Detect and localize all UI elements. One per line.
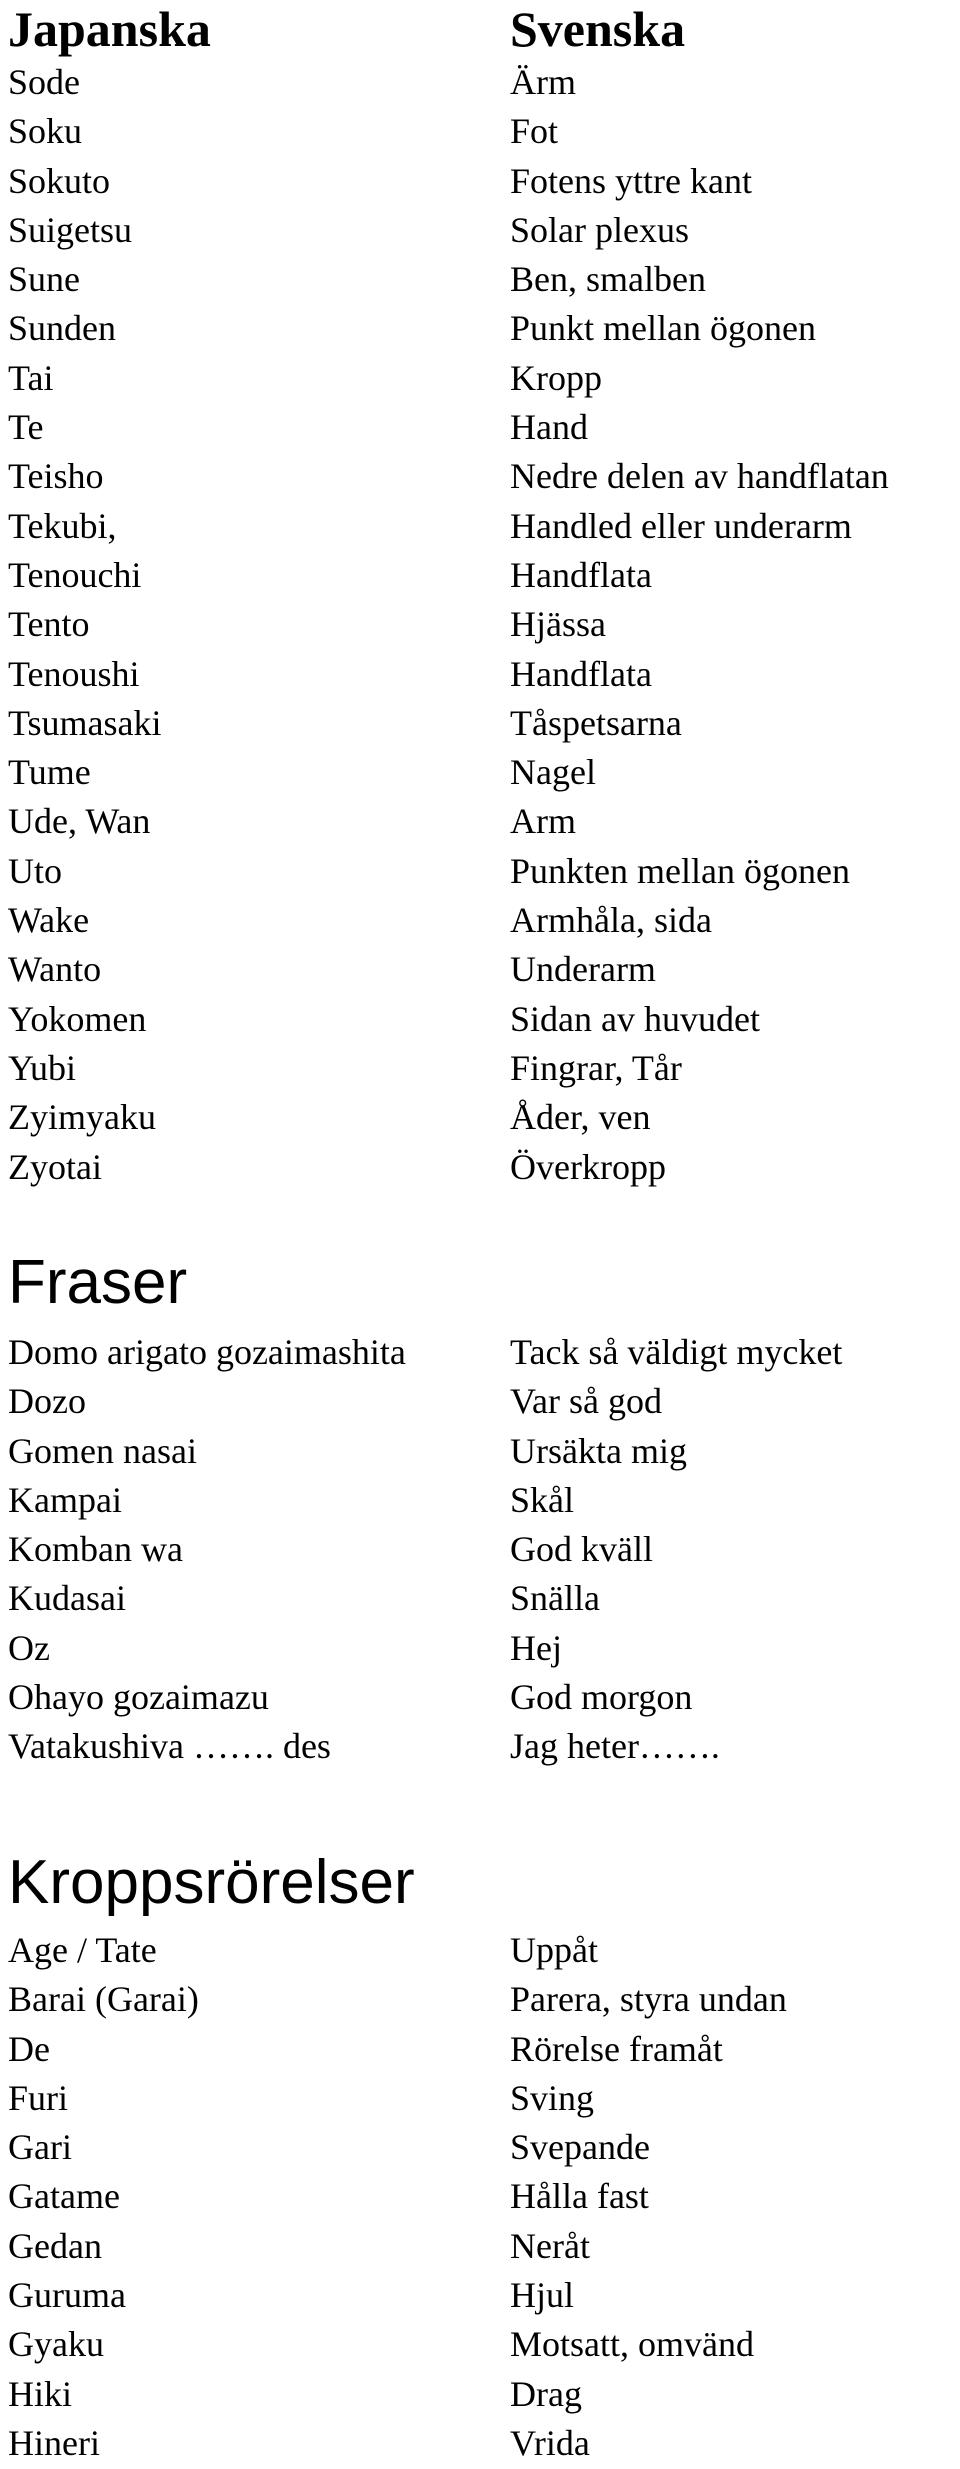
japanese-term: Tenoushi [8,653,140,694]
movement-row [0,2370,960,2419]
movement-row [0,2320,960,2369]
swedish-translation: Kropp [510,357,602,398]
movement-row [0,2172,960,2221]
body-part-row [0,1143,960,1192]
phrases-section [0,1248,960,1772]
japanese-term: Zyimyaku [8,1097,156,1138]
body-part-row [0,107,960,156]
swedish-column-header: Svenska [510,1,686,57]
body-part-row [0,847,960,896]
japanese-term: Sune [8,259,80,300]
column-header-row [0,0,960,58]
body-part-row [0,255,960,304]
swedish-translation: Vrida [510,2422,590,2463]
phrases-list [0,1328,960,1772]
movement-row [0,2419,960,2468]
swedish-translation: Uppåt [510,1930,598,1970]
swedish-translation: Hålla fast [510,2176,649,2217]
body-part-row [0,945,960,994]
swedish-translation: Handled eller underarm [510,505,852,546]
japanese-term: Ohayo gozaimazu [8,1677,269,1718]
phrase-row [0,1624,960,1673]
japanese-term: Hineri [8,2422,100,2463]
japanese-term: Tsumasaki [8,702,162,743]
swedish-translation: Fingrar, Tår [510,1047,682,1088]
swedish-translation: Solar plexus [510,209,689,250]
swedish-translation: Tåspetsarna [510,702,682,743]
japanese-term: Gomen nasai [8,1430,197,1471]
body-part-row [0,1044,960,1093]
movement-row [0,1926,960,1975]
swedish-translation: Underarm [510,949,656,990]
swedish-translation: Nagel [510,752,596,793]
japanese-term: Yubi [8,1047,77,1088]
swedish-translation: Punkten mellan ögonen [510,850,850,891]
japanese-term: Zyotai [8,1146,102,1187]
body-part-row [0,58,960,107]
swedish-translation: Ursäkta mig [510,1430,687,1471]
japanese-term: Oz [8,1627,50,1668]
japanese-term: Sode [8,62,80,102]
movements-title: Kroppsrörelser [8,1848,415,1917]
phrase-row [0,1574,960,1623]
japanese-term: Teisho [8,456,104,497]
japanese-term: Furi [8,2077,69,2118]
swedish-translation: Snälla [510,1578,600,1619]
body-part-row [0,699,960,748]
movement-row [0,2222,960,2271]
swedish-translation: Sidan av huvudet [510,998,760,1039]
japanese-term: Ude, Wan [8,801,151,842]
japanese-term: Guruma [8,2275,126,2316]
swedish-translation: Motsatt, omvänd [510,2324,754,2365]
japanese-term: Gyaku [8,2324,104,2365]
body-part-row [0,650,960,699]
swedish-translation: Fotens yttre kant [510,160,752,201]
japanese-term: Tekubi, [8,505,117,546]
japanese-term: Sunden [8,308,116,349]
body-parts-list [0,58,960,1192]
swedish-translation: Hand [510,407,588,448]
japanese-term: Hiki [8,2373,73,2414]
body-part-row [0,551,960,600]
phrase-row [0,1377,960,1426]
swedish-translation: Handflata [510,653,652,694]
swedish-translation: God kväll [510,1529,653,1570]
japanese-term: Wake [8,900,90,941]
swedish-translation: Sving [510,2077,595,2118]
swedish-translation: Var så god [510,1381,662,1422]
japanese-term: Kudasai [8,1578,126,1619]
swedish-translation: Neråt [510,2225,590,2266]
body-part-row [0,797,960,846]
movement-row [0,2025,960,2074]
body-part-row [0,600,960,649]
body-part-row [0,995,960,1044]
japanese-term: Yokomen [8,998,147,1039]
swedish-translation: Tack så väldigt mycket [510,1332,843,1372]
japanese-term: Kampai [8,1479,122,1520]
swedish-translation: Rörelse framåt [510,2028,723,2069]
swedish-translation: Punkt mellan ögonen [510,308,816,349]
phrase-row [0,1525,960,1574]
japanese-term: De [8,2028,50,2069]
swedish-translation: God morgon [510,1677,693,1718]
swedish-translation: Hjässa [510,604,606,645]
swedish-translation: Åder, ven [510,1097,651,1138]
phrase-row [0,1427,960,1476]
swedish-translation: Svepande [510,2127,650,2168]
swedish-translation: Nedre delen av handflatan [510,456,889,497]
swedish-translation: Jag heter……. [510,1726,720,1767]
japanese-term: Suigetsu [8,209,133,250]
body-part-row [0,1093,960,1142]
movement-row [0,2271,960,2320]
japanese-term: Te [8,407,44,448]
body-parts-section [0,0,960,1192]
japanese-term: Soku [8,111,83,152]
swedish-translation: Handflata [510,554,652,595]
phrase-row [0,1722,960,1771]
swedish-translation: Hjul [510,2275,575,2316]
japanese-term: Komban wa [8,1529,183,1570]
swedish-translation: Ben, smalben [510,259,706,300]
japanese-term: Dozo [8,1381,86,1422]
japanese-term: Gatame [8,2176,120,2217]
japanese-term: Tenouchi [8,554,142,595]
japanese-term: Tume [8,752,91,793]
body-part-row [0,403,960,452]
movement-row [0,2074,960,2123]
japanese-term: Gedan [8,2225,102,2266]
swedish-translation: Skål [510,1479,575,1520]
japanese-column-header: Japanska [8,1,211,57]
swedish-translation: Drag [510,2373,582,2414]
swedish-translation: Arm [510,801,576,842]
movement-row [0,1975,960,2024]
japanese-term: Tento [8,604,90,645]
japanese-term: Tai [8,357,54,398]
phrases-title: Fraser [8,1248,188,1317]
body-part-row [0,452,960,501]
japanese-term: Uto [8,850,62,891]
japanese-term: Sokuto [8,160,111,201]
movements-list [0,1926,960,2468]
body-part-row [0,157,960,206]
body-part-row [0,304,960,353]
japanese-term: Gari [8,2127,72,2168]
swedish-translation: Fot [510,111,559,152]
movements-section [0,1848,960,2468]
body-part-row [0,748,960,797]
movement-row [0,2123,960,2172]
body-part-row [0,502,960,551]
swedish-translation: Ärm [510,62,576,102]
japanese-term: Barai (Garai) [8,1979,199,2020]
swedish-translation: Parera, styra undan [510,1979,787,2020]
swedish-translation: Hej [510,1627,562,1668]
phrase-row [0,1328,960,1377]
japanese-term: Domo arigato gozaimashita [8,1332,406,1372]
japanese-term: Age / Tate [8,1930,157,1970]
japanese-term: Wanto [8,949,102,990]
body-part-row [0,206,960,255]
body-part-row [0,896,960,945]
japanese-term: Vatakushiva ……. des [8,1726,331,1767]
phrase-row [0,1476,960,1525]
swedish-translation: Överkropp [510,1146,666,1187]
swedish-translation: Armhåla, sida [510,900,712,941]
body-part-row [0,354,960,403]
phrase-row [0,1673,960,1722]
